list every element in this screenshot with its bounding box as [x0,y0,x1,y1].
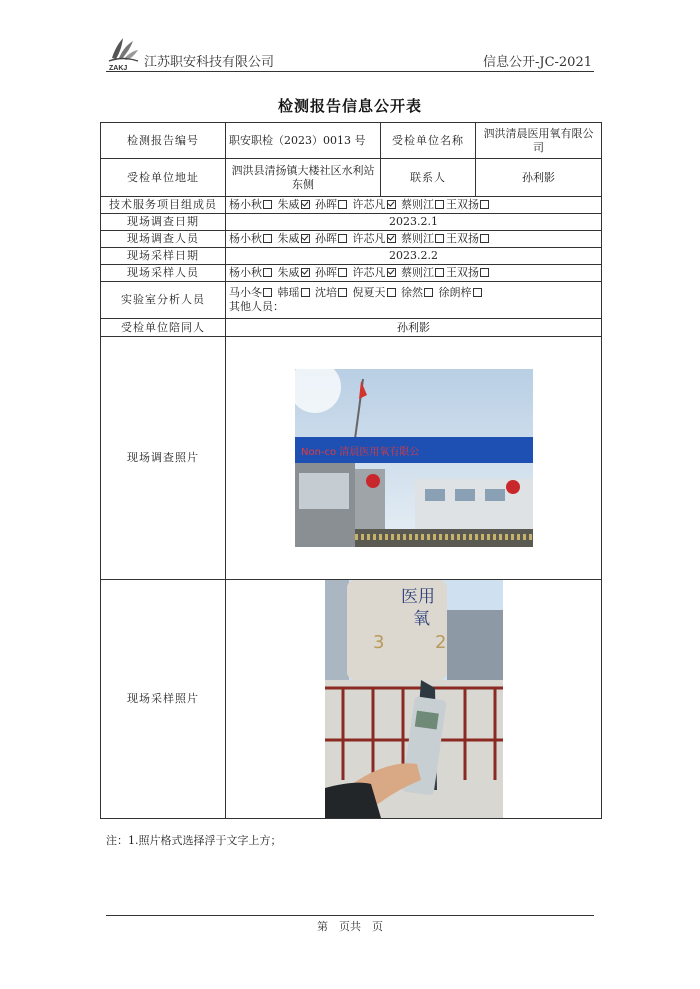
table-row [101,319,602,337]
checkbox-checked [301,268,310,277]
sampling-staff [226,265,602,282]
table-row [101,123,602,159]
gate-photo-image [295,369,533,547]
person-name: 马小冬 [229,286,262,299]
person-name: 王双扬 [446,198,479,211]
checkbox-unchecked [435,234,444,243]
table-row [101,337,602,580]
checkbox-unchecked [387,288,396,297]
svg-text:Non-co 清晨医用氧有限公: Non-co 清晨医用氧有限公 [300,447,419,458]
person-name: 许芯凡 [352,266,386,279]
person-name: 蔡则江 [401,198,434,211]
checkbox-unchecked [338,200,347,209]
sampling-photo [325,580,503,818]
svg-text:医用: 医用 [400,587,435,607]
page-header [106,34,594,74]
header-rule [106,71,594,72]
page-number: 第 页共 页 [317,920,383,933]
svg-text:ZAKJ: ZAKJ [109,65,128,72]
checkbox-checked [387,268,396,277]
survey-photo-label: 现场调查照片 [101,337,226,580]
person-name: 杨小秋 [229,198,262,211]
sampling-date-value: 2023.2.2 [226,248,602,265]
checkbox-unchecked [435,200,444,209]
footnote: 注：1.照片格式选择浮于文字上方； [106,834,282,847]
address-label: 受检单位地址 [101,159,226,197]
lab-label: 实验室分析人员 [101,282,226,319]
checkbox-checked [301,234,310,243]
person-name: 蔡则江 [401,232,434,245]
person-name: 韩瑶 [277,286,300,299]
team-members [226,197,602,214]
table-row [101,265,602,282]
svg-text:3: 3 [372,632,384,653]
document-code: 信息公开-JC-2021 [482,55,592,70]
table-row [101,248,602,265]
contact-value: 孙利影 [476,159,602,197]
person-name: 孙晖 [315,198,337,211]
person-name: 许芯凡 [352,198,386,211]
person-name: 许芯凡 [352,232,386,245]
survey-photo-cell [226,337,602,580]
checkbox-checked [387,200,396,209]
escort-label: 受检单位陪同人 [101,319,226,337]
company-logo [106,34,140,72]
person-name: 徐然 [401,286,423,299]
checkbox-unchecked [435,268,444,277]
table-row [101,231,602,248]
survey-date-label: 现场调查日期 [101,214,226,231]
page-title: 检测报告信息公开表 [277,97,422,115]
sampling-staff-label: 现场采样人员 [101,265,226,282]
survey-date-value: 2023.2.1 [226,214,602,231]
survey-photo [295,369,533,547]
meter-photo-image [325,580,503,818]
report-no-label: 检测报告编号 [101,123,226,159]
checkbox-unchecked [263,200,272,209]
team-label: 技术服务项目组成员 [101,197,226,214]
lab-other-label: 其他人员： [229,300,284,313]
checkbox-unchecked [338,288,347,297]
table-row [101,214,602,231]
checkbox-checked [387,234,396,243]
table-row [101,580,602,819]
lab-staff-line [229,286,598,300]
svg-text:氧: 氧 [412,609,430,629]
person-name: 朱威 [277,232,300,245]
checkbox-unchecked [480,200,489,209]
person-name: 朱威 [277,266,300,279]
footer-rule [106,915,594,916]
sampling-date-label: 现场采样日期 [101,248,226,265]
table-row [101,159,602,197]
client-value: 泗洪清晨医用氧有限公司 [476,123,602,159]
person-name: 孙晖 [315,232,337,245]
company-name: 江苏职安科技有限公司 [144,55,275,70]
address-value: 泗洪县清扬镇大楼社区水利站东侧 [226,159,381,197]
person-name: 王双扬 [446,266,479,279]
survey-staff-label: 现场调查人员 [101,231,226,248]
table-row [101,197,602,214]
sampling-photo-cell [226,580,602,819]
lab-staff [226,282,602,319]
table-row [101,282,602,319]
report-no-value: 职安职检（2023）0013 号 [226,123,381,159]
checkbox-unchecked [338,268,347,277]
person-name: 沈培 [315,286,337,299]
person-name: 孙晖 [315,266,337,279]
person-name: 杨小秋 [229,266,262,279]
checkbox-unchecked [263,268,272,277]
person-name: 蔡则江 [401,266,434,279]
svg-text:2: 2 [434,632,446,653]
survey-staff [226,231,602,248]
person-name: 王双扬 [446,232,479,245]
person-name: 杨小秋 [229,232,262,245]
checkbox-unchecked [338,234,347,243]
checkbox-unchecked [480,234,489,243]
contact-label: 联系人 [381,159,476,197]
checkbox-checked [301,200,310,209]
checkbox-unchecked [473,288,482,297]
checkbox-unchecked [424,288,433,297]
person-name: 朱威 [277,198,300,211]
checkbox-unchecked [480,268,489,277]
escort-value: 孙利影 [226,319,602,337]
person-name: 倪夏天 [352,286,386,299]
checkbox-unchecked [263,288,272,297]
client-label: 受检单位名称 [381,123,476,159]
checkbox-unchecked [301,288,310,297]
person-name: 徐朗梓 [438,286,472,299]
sampling-photo-label: 现场采样照片 [101,580,226,819]
checkbox-unchecked [263,234,272,243]
info-table [100,122,602,819]
